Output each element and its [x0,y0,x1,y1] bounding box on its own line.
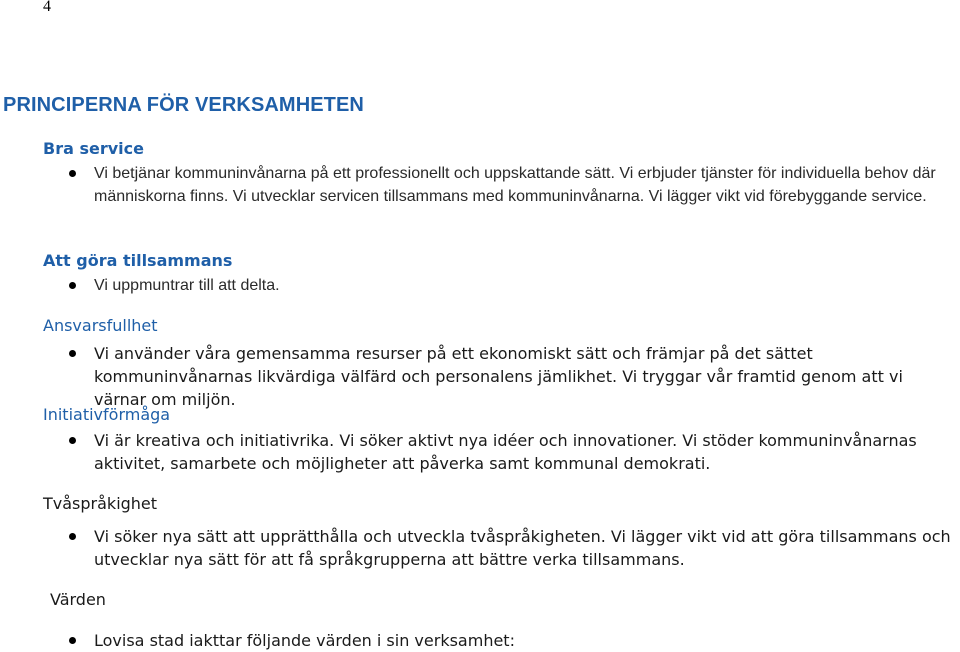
bullet-list-initiativformaga [0,429,960,475]
section-heading-initiativformaga: Initiativförmåga [43,405,171,424]
bullet-text: Vi betjänar kommuninvånarna på ett professionellt och uppskattande sätt. Vi erbjuder tjänster för individuella behov där människorna finns. Vi utvecklar servicen tillsammans med kommuninvånarna. Vi lägger vikt vid förebyggande service. [94,165,936,205]
list-item [0,274,960,297]
section-heading-bra-service: Bra service [43,139,144,158]
bullet-text: Vi är kreativa och initiativrika. Vi söker aktivt nya idéer och innovationer. Vi stöder kommuninvånarnas aktivitet, samarbete och möjligheter att påverka samt kommunal demokrati. [94,431,917,473]
bullet-list-att-gora-tillsammans [0,274,960,297]
list-item [0,629,960,652]
page-title: PRINCIPERNA FÖR VERKSAMHETEN [3,94,364,116]
bullet-list-ansvarsfullhet [0,342,960,411]
bullet-dot-icon [69,282,76,289]
bullet-dot-icon [69,637,76,644]
bullet-text: Vi uppmuntrar till att delta. [94,277,280,294]
bullet-list-tvasprakighet [0,525,960,571]
bullet-dot-icon [69,350,76,357]
bullet-dot-icon [69,437,76,444]
bullet-text: Vi använder våra gemensamma resurser på ett ekonomiskt sätt och främjar på det sättet kommuninvånarnas likvärdiga välfärd och personalens jämlikhet. Vi tryggar vår framtid genom att vi värnar om miljön. [94,344,903,409]
list-item [0,162,960,208]
section-heading-att-gora-tillsammans: Att göra tillsammans [43,251,233,270]
bullet-list-varden [0,629,960,652]
list-item [0,342,960,411]
section-heading-varden: Värden [50,590,106,609]
bullet-text: Lovisa stad iakttar följande värden i sin verksamhet: [94,631,515,650]
section-heading-tvasprakighet: Tvåspråkighet [43,494,158,513]
page-number: 4 [43,0,51,15]
bullet-dot-icon [69,533,76,540]
section-heading-ansvarsfullhet: Ansvarsfullhet [43,316,158,335]
list-item [0,525,960,571]
list-item [0,429,960,475]
bullet-list-bra-service [0,162,960,208]
bullet-dot-icon [69,170,76,177]
bullet-text: Vi söker nya sätt att upprätthålla och utveckla tvåspråkigheten. Vi lägger vikt vid att göra tillsammans och utvecklar nya sätt för att få språkgrupperna att bättre verka tillsammans. [94,527,951,569]
